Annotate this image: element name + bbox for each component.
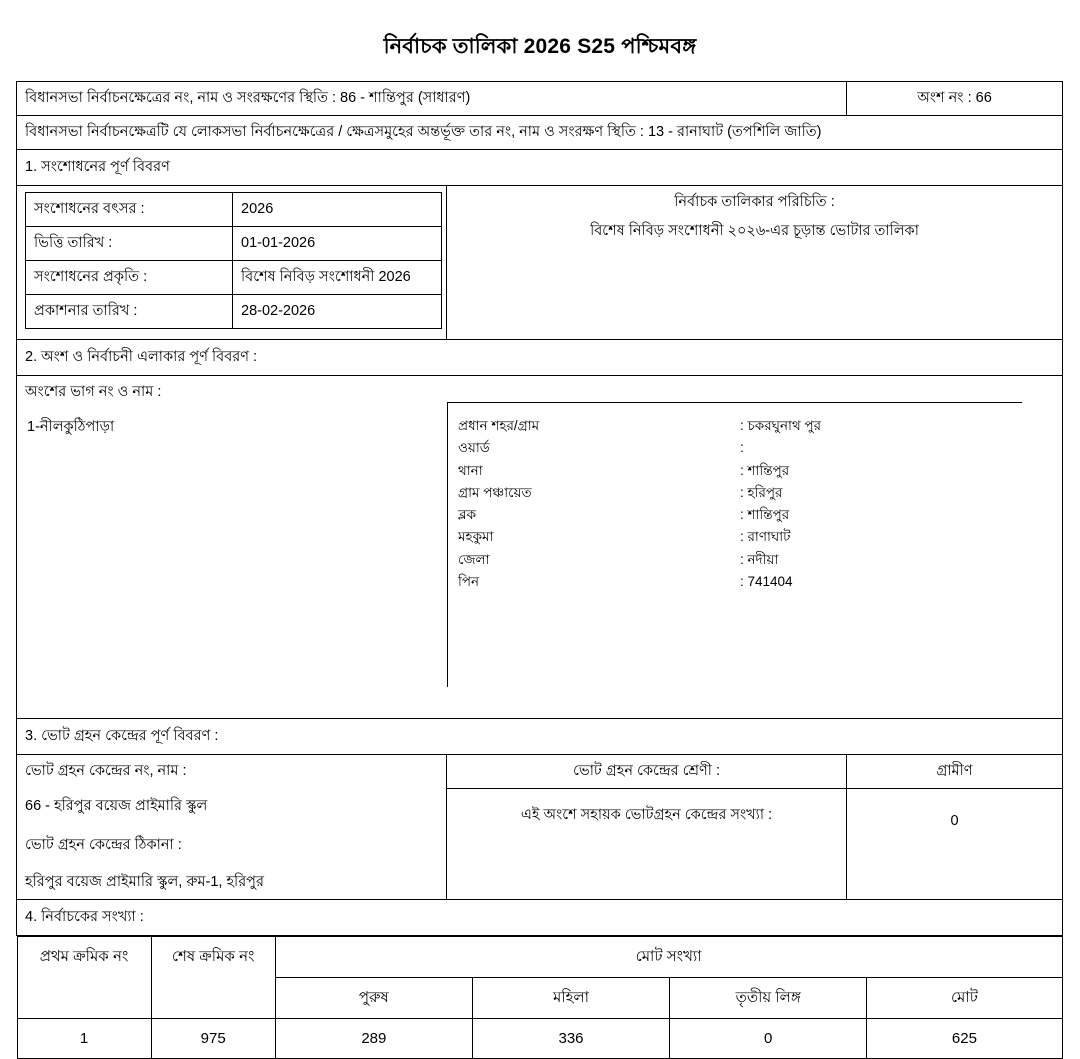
electors-count-container [17,936,1063,1059]
table-row-section2-body [17,376,1063,719]
address-row [458,571,821,593]
address-row [458,460,821,482]
polling-station-address-value: হরিপুর বয়েজ প্রাইমারি স্কুল, রুম-1, হরিপুর [25,874,265,891]
page-title: নির্বাচক তালিকা 2026 S25 পশ্চিমবঙ্গ [383,35,697,58]
polling-station-no-name-label: ভোট গ্রহন কেন্দ্রের নং, নাম : [25,763,187,780]
amendment-row [26,261,442,295]
publication-date-label: প্রকাশনার তারিখ : [26,295,233,329]
electors-header-row-1 [17,937,1062,978]
table-row-assembly [17,82,1063,116]
table-row-section1-heading [17,150,1063,186]
electors-table [17,936,1063,1059]
col-total: মোট [867,977,1062,1018]
value-first-serial: 1 [17,1018,151,1059]
address-row [458,549,821,571]
publication-date-value: 28-02-2026 [233,295,442,329]
polling-station-address-label: ভোট গ্রহন কেন্দ্রের ঠিকানা : [25,837,182,854]
pin-value: : 741404 [740,573,793,589]
polling-station-class-value: গ্রামীণ [847,755,1062,789]
table-row-section2-heading [17,340,1063,376]
pin-label: পিন [458,573,480,589]
part-name-value: 1-নীলকুঠিপাড়া [27,419,115,436]
section2-heading: 2. অংশ ও নির্বাচনী এলাকার পূর্ণ বিবরণ : [17,340,1063,376]
table-row-section3-heading [17,719,1063,755]
area-address-table [458,415,821,593]
polling-station-class-label: ভোট গ্রহন কেন্দ্রের শ্রেণী : [447,755,846,789]
amendment-year-label: সংশোধনের বৎসর : [26,193,233,227]
part-number-label: অংশ নং : 66 [847,82,1063,116]
address-row [458,526,821,548]
panchayat-label: গ্রাম পঞ্চায়েত [458,484,532,500]
amendment-row [26,295,442,329]
col-third-gender: তৃতীয় লিঙ্গ [670,977,867,1018]
panchayat-value: : হরিপুর [740,484,783,500]
amendment-year-value: 2026 [233,193,442,227]
qualifying-date-value: 01-01-2026 [233,227,442,261]
electors-data-row [17,1018,1062,1059]
main-town-label: প্রধান শহর/গ্রাম [458,418,540,434]
parliamentary-constituency-line: বিধানসভা নির্বাচনক্ষেত্রটি যে লোকসভা নির্বাচনক্ষেত্রের / ক্ষেত্রসমুহের অন্তর্ভূক্ত তার নং, নাম ও সংরক্ষণ স্থিতি : 13 - রানাঘাট (তপশিলি জাতি) [17,116,1063,150]
address-row [458,482,821,504]
amendment-type-label: সংশোধনের প্রকৃতি : [26,261,233,295]
col-total-group: মোট সংখ্যা [275,937,1062,978]
value-last-serial: 975 [151,1018,275,1059]
electoral-roll-table [16,81,1063,1059]
auxiliary-station-value: 0 [950,813,959,830]
police-station-label: থানা [458,462,483,478]
table-row-section4-body [17,936,1063,1059]
police-station-value: : শান্তিপুর [740,462,790,478]
part-area-details [17,376,1063,719]
address-row [458,437,821,459]
col-female: মহিলা [472,977,669,1018]
address-row [458,504,821,526]
district-label: জেলা [458,551,490,567]
table-row-parliament [17,116,1063,150]
table-row-section4-heading [17,900,1063,936]
auxiliary-station-label: এই অংশে সহায়ক ভোটগ্রহন কেন্দ্রের সংখ্যা : [520,807,773,824]
section1-heading: 1. সংশোধনের পূর্ণ বিবরণ [17,150,1063,186]
amendment-details [17,186,447,340]
section4-heading: 4. নির্বাচকের সংখ্যা : [17,900,1063,936]
subdivision-value: : রাণাঘাট [740,529,791,545]
col-last-serial: শেষ ক্রমিক নং [151,937,275,1019]
assembly-constituency-line: বিধানসভা নির্বাচনক্ষেত্রের নং, নাম ও সংরক্ষণের স্থিতি : 86 - শান্তিপুর (সাধারণ) [17,82,847,116]
part-name-label: অংশের ভাগ নং ও নাম : [25,384,162,401]
ward-value: : [740,440,744,456]
table-row-section3-body [17,755,1063,900]
polling-station-class-value-column [847,755,1063,900]
district-value: : নদীয়া [740,551,779,567]
address-row [458,415,821,437]
roll-identity [447,186,1063,340]
amendment-type-value: বিশেষ নিবিড় সংশোধনী 2026 [233,261,442,295]
amendment-row [26,227,442,261]
value-third-gender: 0 [670,1018,867,1059]
value-female: 336 [472,1018,669,1059]
subdivision-label: মহকুমা [458,529,494,545]
qualifying-date-label: ভিত্তি তারিখ : [26,227,233,261]
roll-identity-title: নির্বাচক তালিকার পরিচিতি : [674,194,835,211]
value-total: 625 [867,1018,1062,1059]
polling-station-no-name-value: 66 - হরিপুর বয়েজ প্রাইমারি স্কুল [25,798,208,815]
block-value: : শান্তিপুর [740,507,790,523]
amendment-grid [25,192,442,329]
value-male: 289 [275,1018,472,1059]
roll-identity-value: বিশেষ নিবিড় সংশোধনী ২০২৬-এর চূড়ান্ত ভোটার তালিকা [590,223,919,240]
amendment-row [26,193,442,227]
block-label: ব্লক [458,507,477,523]
col-first-serial: প্রথম ক্রমিক নং [17,937,151,1019]
section3-heading: 3. ভোট গ্রহন কেন্দ্রের পূর্ণ বিবরণ : [17,719,1063,755]
col-male: পুরুষ [275,977,472,1018]
area-address-box [447,402,1022,687]
ward-label: ওয়ার্ড [458,440,490,456]
polling-station-class-column [447,755,847,900]
main-town-value: : চকরঘুনাথ পুর [740,418,822,434]
table-row-section1-body [17,186,1063,340]
polling-station-details [17,755,447,900]
